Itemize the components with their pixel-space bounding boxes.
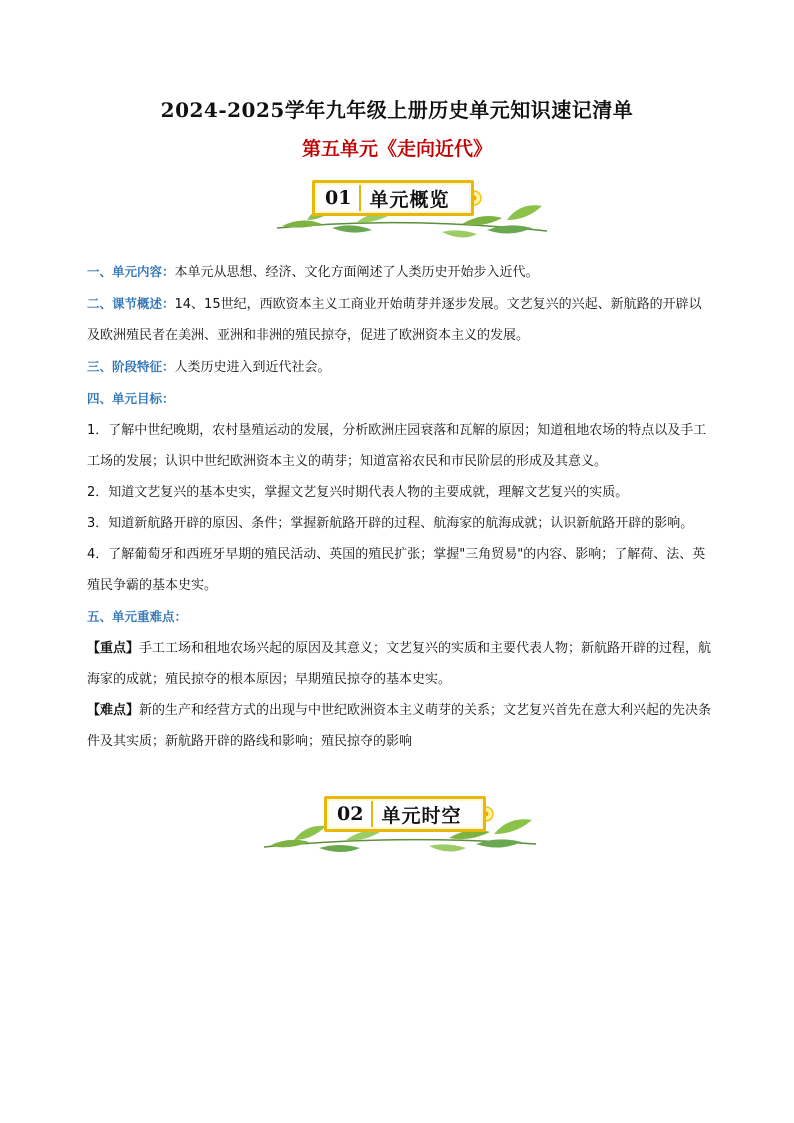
goal-item: 2．知道文艺复兴的基本史实，掌握文艺复兴时期代表人物的主要成就，理解文艺复兴的实质。 [87, 485, 629, 500]
overview-content [87, 256, 712, 757]
stage-feature-heading: 三、阶段特征： [87, 359, 175, 374]
unit-content-text: 本单元从思想、经济、文化方面阐述了人类历史开始步入近代。 [174, 265, 539, 280]
key-points-label: 【重点】 [87, 641, 140, 656]
page-title: 2024-2025学年九年级上册历史单元知识速记清单 [160, 98, 634, 122]
difficult-points-paragraph [87, 695, 712, 757]
goal-item: 4．了解葡萄牙和西班牙早期的殖民活动、英国的殖民扩张；掌握"三角贸易"的内容、影响；了解荷、法、英殖民争霸的基本史实。 [87, 547, 706, 593]
section-label: 单元时空 [381, 804, 462, 827]
section-badge-01 [262, 176, 552, 256]
lesson-overview-text: 14、15世纪，西欧资本主义工商业开始萌芽并逐步发展。文艺复兴的兴起、新航路的开辟以及欧洲殖民者在美洲、亚洲和非洲的殖民掠夺，促进了欧洲资本主义的发展。 [87, 297, 702, 343]
section-number: 02 [327, 801, 373, 827]
unit-content-paragraph [87, 256, 712, 288]
section-label: 单元概览 [369, 188, 450, 211]
goals-heading-text: 四、单元目标： [87, 391, 175, 406]
difficult-points-label: 【难点】 [87, 703, 140, 718]
section-badge-box [312, 180, 474, 216]
section-number: 01 [315, 185, 361, 211]
goal-item: 1．了解中世纪晚期，农村垦殖运动的发展，分析欧洲庄园衰落和瓦解的原因；知道租地农场的特点以及手工工场的发展；认识中世纪欧洲资本主义的萌芽；知道富裕农民和市民阶层的形成及其意义。 [87, 423, 707, 469]
unit-goals-heading [87, 383, 712, 415]
lesson-overview-paragraph [87, 288, 712, 351]
stage-feature-paragraph [87, 351, 712, 383]
lesson-overview-heading: 二、课节概述： [87, 296, 175, 311]
section-badge-02 [254, 792, 544, 872]
section-badge-box [324, 796, 486, 832]
unit-subtitle: 第五单元《走向近代》 [301, 138, 492, 160]
stage-feature-text: 人类历史进入到近代社会。 [174, 360, 331, 375]
key-difficult-heading [87, 601, 712, 633]
key-points-text: 手工工场和租地农场兴起的原因及其意义；文艺复兴的实质和主要代表人物；新航路开辟的过程，航海家的成就；殖民掠夺的根本原因；早期殖民掠夺的基本史实。 [87, 641, 712, 687]
key-points-paragraph [87, 633, 712, 695]
key-heading-text: 五、单元重难点： [87, 609, 188, 624]
goal-item: 3．知道新航路开辟的原因、条件；掌握新航路开辟的过程、航海家的航海成就；认识新航路开辟的影响。 [87, 516, 694, 531]
difficult-points-text: 新的生产和经营方式的出现与中世纪欧洲资本主义萌芽的关系；文艺复兴首先在意大利兴起的先决条件及其实质；新航路开辟的路线和影响；殖民掠夺的影响 [87, 703, 712, 749]
unit-content-heading: 一、单元内容： [87, 264, 175, 279]
